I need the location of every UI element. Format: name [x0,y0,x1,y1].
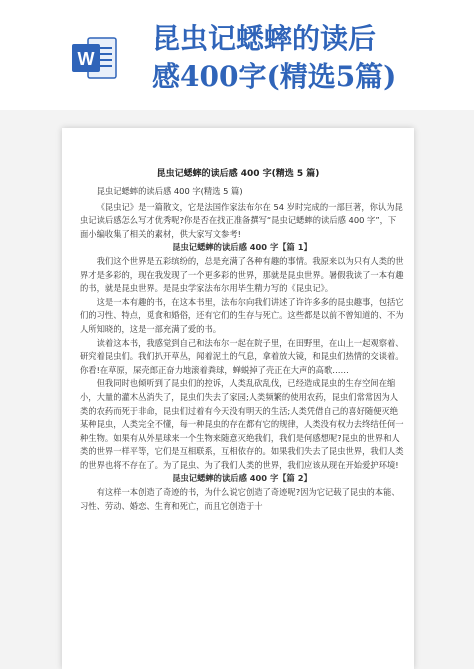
word-document-icon [70,34,118,82]
word-icon-letter: W [77,49,95,69]
banner [0,0,474,110]
document-paragraph: 这是一本有趣的书，在这本书里，法布尔向我们讲述了许许多多的昆虫趣事，包括它们的习性、特点，觅食和婚俗，还有它们的生存与死亡。这些都是以前不曾知道的、不为人所知晓的，这是一部充满了爱的书。 [80,296,404,334]
banner-title-line-1: 昆虫记蟋蟀的读后 [152,22,377,55]
document-title: 昆虫记蟋蟀的读后感 400 字(精选 5 篇) [156,169,320,179]
document-paragraph: 但我同时也倾听到了昆虫们的控诉，人类乱砍乱伐，已经造成昆虫的生存空间在缩小，大量的灌木丛消失了，昆虫们失去了家园;人类频繁的使用农药，昆虫们常常因为人类的农药而死于非命，昆虫们过着有今天没有明天的生活;人类凭借自己的喜好随便灭绝某种昆虫，人类完全不懂，每一种昆虫的存在都有它的规律，人类没有权力去终结任何一种生物。如果有从外星球来一个生物来随意灭绝我们，我们是何感想呢?昆虫的世界和人类的世界一样平等，它们是互相联系，互相依存的。如果我们失去了昆虫世界，我们人类的世界也将不存在了。为了昆虫、为了我们人类的世界，我们应该从现在开始爱护环境! [80,378,404,470]
banner-title-line-2: 感400字(精选5篇) [152,60,397,93]
section-heading: 昆虫记蟋蟀的读后感 400 字【篇 2】 [172,473,312,484]
document-page[interactable] [62,128,414,669]
document-paragraph: 我们这个世界是五彩缤纷的，总是充满了各种有趣的事情。我原来以为只有人类的世界才是多彩的，现在我发现了一个更多彩的世界，那就是昆虫世界。暑假我读了一本有趣的书，就是昆虫世界。是昆虫学家法布尔用毕生精力写的《昆虫记》。 [80,255,404,294]
document-body [80,185,404,513]
document-paragraph: 有这样一本创造了奇迹的书，为什么说它创造了奇迹呢?因为它记载了昆虫的本能、习性、劳动、婚恋、生育和死亡，而且它创造于十 [80,487,400,511]
section-heading: 昆虫记蟋蟀的读后感 400 字【篇 1】 [172,242,312,253]
document-paragraph: 《昆虫记》是一篇散文，它是法国作家法布尔在 54 岁时完成的一部巨著，你认为昆虫记读后感怎么写才优秀呢?你是否在找正准备撰写“昆虫记蟋蟀的读后感 400 字”，下面小编收集了相关的素材，供大家写文参考! [80,201,403,239]
banner-title [152,20,452,96]
document-paragraph: 读着这本书，我感觉到自己和法布尔一起在院子里，在田野里，在山上一起观察着、研究着昆虫们。我们扒开草丛，闻着泥土的气息，拿着放大镜，和昆虫们热情的交谈着。你看!在草原，屎壳郎正奋力地滚着粪球，蝉蜕掉了壳正在大声的高歌…… [80,337,404,375]
document-paragraph: 昆虫记蟋蟀的读后感 400 字(精选 5 篇) [96,186,243,196]
